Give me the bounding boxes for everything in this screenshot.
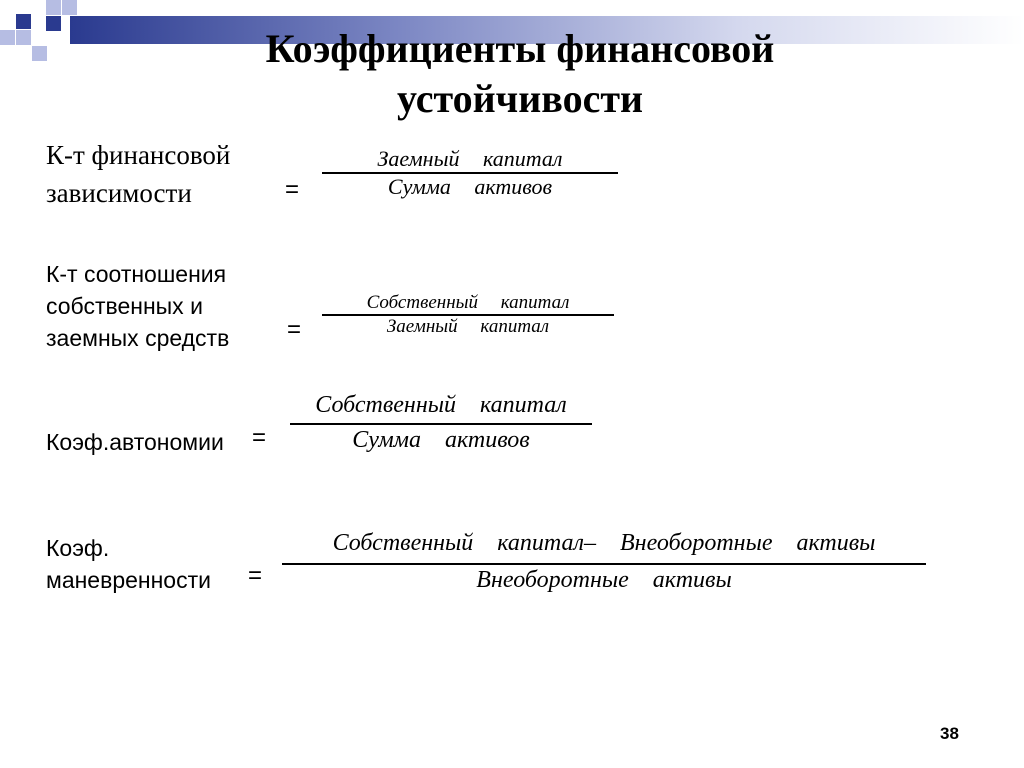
formula-label-equity-debt-ratio: К-т соотношения собственных и заемных средств xyxy=(46,261,230,351)
decor-square xyxy=(16,14,31,29)
decor-square xyxy=(32,46,47,61)
equals-sign: = xyxy=(285,176,300,203)
fraction-autonomy xyxy=(290,392,592,454)
fraction-bar xyxy=(282,563,926,565)
fraction-numerator: Собственный капитал– Внеоборотные активы xyxy=(332,530,876,556)
page-number: 38 xyxy=(940,724,959,743)
fraction-denominator: Сумма активов xyxy=(387,173,553,199)
fraction-numerator: Собственный капитал xyxy=(315,392,567,418)
fraction-denominator: Заемный капитал xyxy=(386,315,550,337)
decor-square xyxy=(0,30,15,45)
formula-label-financial-dependence: К-т финансовой зависимости xyxy=(46,140,231,208)
formula-label-autonomy: Коэф.автономии xyxy=(46,429,224,455)
equals-sign: = xyxy=(287,316,302,343)
decor-square xyxy=(16,30,31,45)
fraction-equity-debt-ratio xyxy=(322,292,614,338)
slide-title: Коэффициенты финансовой устойчивости xyxy=(265,26,775,121)
equals-sign: = xyxy=(252,424,267,451)
decor-square xyxy=(46,16,61,31)
fraction-denominator: Внеоборотные активы xyxy=(476,566,732,593)
decor-square xyxy=(62,0,77,15)
formula-label-maneuverability: Коэф. маневренности xyxy=(46,535,211,593)
fraction-denominator: Сумма активов xyxy=(352,426,530,453)
fraction-maneuverability xyxy=(282,530,926,594)
fraction-bar xyxy=(290,423,592,425)
fraction-financial-dependence xyxy=(322,146,618,200)
equals-sign: = xyxy=(248,562,263,589)
fraction-numerator: Заемный капитал xyxy=(377,146,563,171)
decor-square xyxy=(46,0,61,15)
fraction-numerator: Собственный капитал xyxy=(366,292,570,313)
